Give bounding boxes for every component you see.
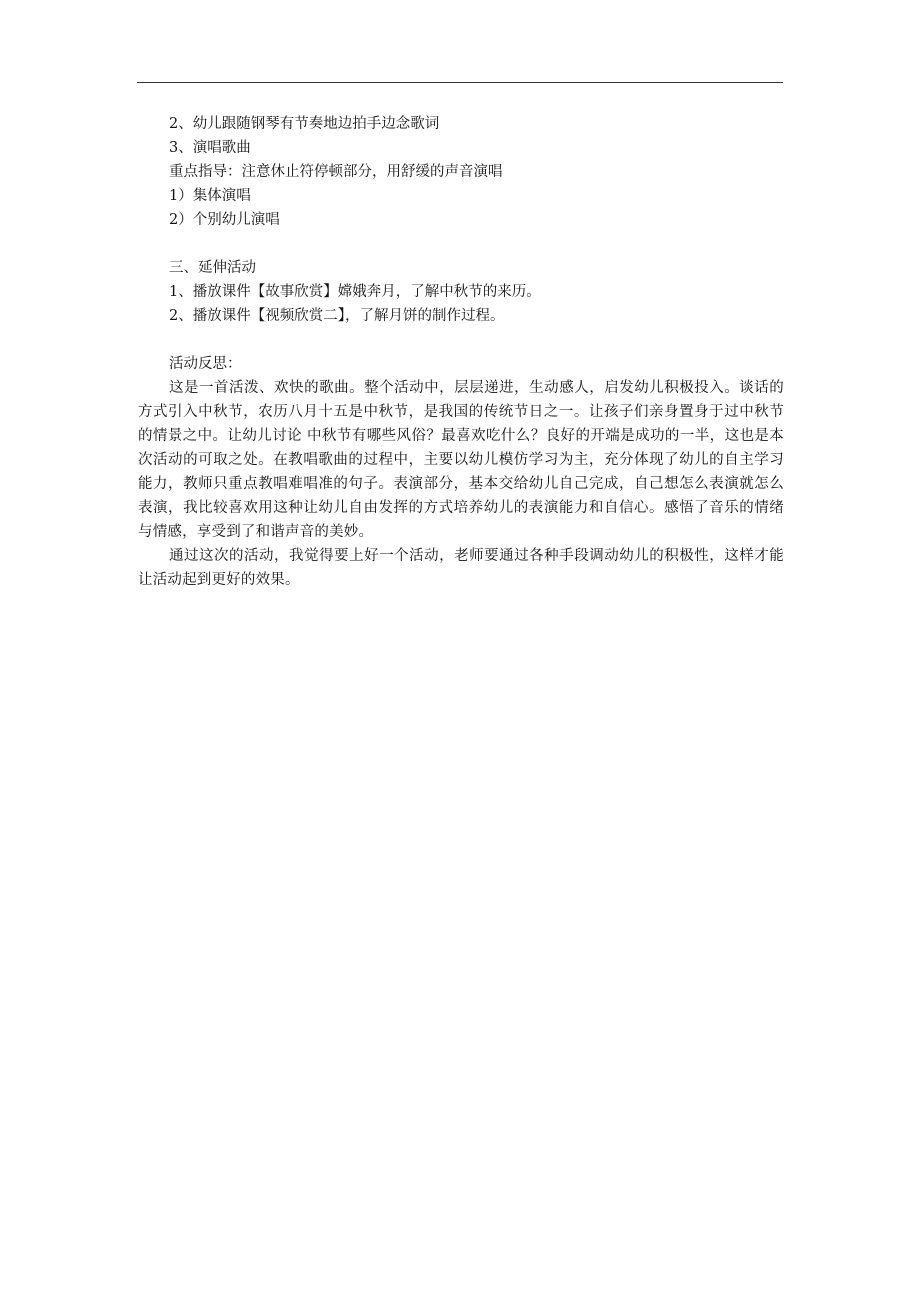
list-item: 1、播放课件【故事欣赏】嫦娥奔月，了解中秋节的来历。 <box>169 284 541 300</box>
reflection-paragraph: 这是一首活泼、欢快的歌曲。整个活动中，层层递进，生动感人，启发幼儿积极投入。谈话的方式引入中秋节，农历八月十五是中秋节，是我国的传统节日之一。让孩子们亲身置身于过中秋节的情景之中。让幼儿讨论 中秋节有哪些风俗？最喜欢吃什么？良好的开端是成功的一半，这也是本次活动的可取之处。在教唱歌曲的过程中，主要以幼儿模仿学习为主，充分体现了幼儿的自主学习能力，教师只重点教唱难唱准的句子。表演部分，基本交给幼儿自己完成，自己想怎么表演就怎么表演，我比较喜欢用这种让幼儿自由发挥的方式培养幼儿的表演能力和自信心。感悟了音乐的情绪与情感，享受到了和谐声音的美妙。 <box>138 380 784 540</box>
reflection-paragraph: 通过这次的活动，我觉得要上好一个活动，老师要通过各种手段调动幼儿的积极性，这样才能让活动起到更好的效果。 <box>138 548 784 588</box>
step-line: 2）个别幼儿演唱 <box>169 212 280 228</box>
document-body <box>138 112 784 592</box>
step-line: 1）集体演唱 <box>169 188 251 204</box>
section-heading: 三、延伸活动 <box>169 260 256 276</box>
header-rule <box>137 82 783 83</box>
step-line: 3、演唱歌曲 <box>169 140 251 156</box>
guidance-line: 重点指导：注意休止符停顿部分，用舒缓的声音演唱 <box>169 164 503 180</box>
list-item: 2、播放课件【视频欣赏二】，了解月饼的制作过程。 <box>169 308 505 324</box>
reflection-heading: 活动反思： <box>169 356 242 372</box>
spacer <box>138 328 784 352</box>
spacer <box>138 232 784 256</box>
step-line: 2、幼儿跟随钢琴有节奏地边拍手边念歌词 <box>169 116 440 132</box>
